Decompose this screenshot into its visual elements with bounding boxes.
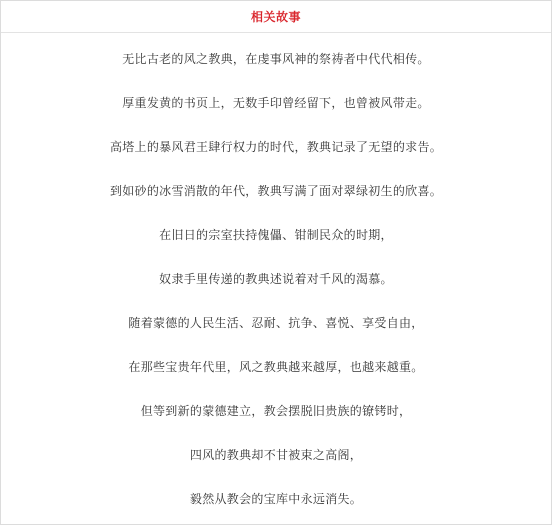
story-line: 在那些宝贵年代里，风之教典越来越厚，也越来越重。 (128, 359, 424, 374)
story-line: 高塔上的暴风君王肆行权力的时代，教典记录了无望的求告。 (109, 139, 443, 154)
story-line: 但等到新的蒙德建立，教会摆脱旧贵族的镣铐时， (140, 403, 412, 418)
story-line: 随着蒙德的人民生活、忍耐、抗争、喜悦、享受自由， (128, 315, 424, 330)
story-line: 到如砂的冰雪消散的年代，教典写满了面对翠绿初生的欣喜。 (109, 183, 443, 198)
story-line: 厚重发黄的书页上，无数手印曾经留下，也曾被风带走。 (122, 95, 430, 110)
story-line: 四风的教典却不甘被束之高阁， (189, 447, 363, 462)
story-lines (1, 36, 551, 520)
section-title: 相关故事 (250, 10, 301, 24)
story-line: 无比古老的风之教典，在虔事风神的祭祷者中代代相传。 (122, 51, 430, 66)
panel-header (1, 1, 551, 33)
story-line: 奴隶手里传递的教典述说着对千风的渴慕。 (159, 271, 393, 286)
story-line: 毅然从教会的宝库中永远消失。 (189, 491, 363, 506)
story-line: 在旧日的宗室扶持傀儡、钳制民众的时期， (159, 227, 393, 242)
